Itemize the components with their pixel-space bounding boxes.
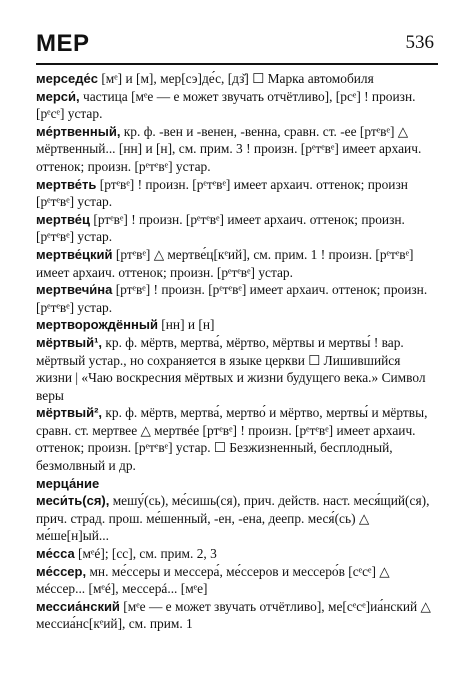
entry-text: [ртᵉвᵉ] ! произн. [рᵉтᵉвᵉ] имеет архаич. оттенок; произн. [рᵉтᵉвᵉ] устар.: [36, 211, 405, 245]
entry-text: [мᵉé]; [сс], см. прим. 2, 3: [74, 546, 217, 562]
entry-headword: мерседе́с: [36, 71, 98, 86]
header-rule: [36, 63, 438, 65]
entry-text: [мᵉ] и [м], мер[сэ]де́с, [дз̌] ☐ Марка автомобиля: [97, 71, 374, 86]
entry-text: [ртᵉвᵉ] ! произн. [рᵉтᵉвᵉ] имеет архаич. оттенок; произн. [рᵉтᵉвᵉ] устар.: [36, 282, 428, 315]
page-header: [36, 30, 434, 58]
entry-headword: мертвечи́на: [36, 282, 113, 298]
entry-mertvechina: [36, 281, 438, 316]
entry-headword: ме́сса: [36, 546, 75, 562]
entry-text: [нн] и [н]: [157, 317, 215, 333]
entry-text: [ртᵉвᵉ] ! произн. [рᵉтᵉвᵉ] имеет архаич. оттенок; произн [рᵉтᵉвᵉ] устар.: [36, 176, 408, 210]
entry-text: [ртᵉвᵉ] △ мертве́ц[кᵉий], см. прим. 1 ! произн. [рᵉтᵉвᵉ] имеет архаич. оттенок; произн. [рᵉтᵉвᵉ] устар.: [36, 246, 414, 280]
entry-mesit: [36, 492, 438, 545]
entry-mertvyi-1: [36, 334, 438, 404]
entry-text: мн. ме́ссеры и мессера́, ме́ссеров и мессеро́в [сᵉсᵉ] △ мéссер... [мᵉé], мессерá... [мᵉе]: [36, 563, 390, 597]
entry-text: мешу́(сь), ме́сишь(ся), прич. действ. наст. меся́щий(ся), прич. страд. прош. ме́шенный, -ен, -ена, деепр. меся́(сь) △ ме́ше[н]ый...: [36, 493, 430, 544]
entry-headword: ме́ртвенный,: [36, 123, 121, 139]
entry-text: частица [мᵉе — е может звучать отчётливо], [рсᵉ] ! произн. [рᵉсᵉ] устар.: [36, 88, 416, 122]
entry-headword: мертворождённый: [36, 317, 158, 333]
entry-mertvets: [36, 211, 438, 246]
entry-headword: мессиа́нский: [36, 598, 120, 614]
entry-mertsanie: [36, 475, 438, 493]
page-number: 536: [405, 32, 434, 53]
entry-mertvorozhdennyi: [36, 316, 438, 334]
entry-mertvet: [36, 176, 438, 211]
entry-headword: мертве́цкий: [36, 246, 113, 262]
entry-text: кр. ф. мёртв, мертва́, мёртво, мёртвы и мертвы́ ! вар. мёртвый устар., но сохраняется в языке церкви ☐ Лишившийся жизни | «Чаю воскресния мёртвых и жизни будущего века.» Символ веры: [36, 334, 426, 403]
entry-mertvyi-2: [36, 404, 438, 474]
entry-text: [мᵉе — е может звучать отчётливо], ме[сᵉсᵉ]иа́нский △ мессиа́нс[кᵉий], см. прим. 1: [36, 598, 431, 632]
entry-mertvetskii: [36, 246, 438, 281]
entry-headword: мертве́ть: [36, 176, 97, 192]
entry-headword: мёртвый¹,: [36, 334, 103, 350]
entry-headword: ме́ссер,: [36, 563, 87, 579]
entry-headword: мертве́ц: [36, 211, 91, 227]
entry-headword: меси́ть(ся),: [36, 493, 110, 509]
entry-mertvennyi: [36, 123, 438, 176]
entry-headword: мёртвый²,: [36, 405, 103, 421]
entries-column: [36, 70, 438, 633]
entry-headword: мерца́ние: [36, 475, 100, 491]
entry-messianskii: [36, 598, 438, 633]
entry-headword: мерси́,: [36, 88, 80, 104]
entry-merseedes: [36, 70, 438, 88]
running-head: МЕР: [36, 30, 90, 57]
entry-text: кр. ф. -вен и -венен, -венна, сравн. ст. -ее [ртᵉвᵉ] △ мёртвенный... [нн] и [н], см. прим. 3 ! произн. [рᵉтᵉвᵉ] имеет архаич. оттенок; произн. [рᵉтᵉвᵉ] устар.: [36, 123, 422, 174]
entry-mersi: [36, 88, 438, 123]
entry-text: кр. ф. мёртв, мертва́, мертво́ и мёртво, мертвы́ и мёртвы, сравн. ст. мертвее △ мертвéе [ртᵉвᵉ] ! произн. [рᵉтᵉвᵉ] имеет архаич. оттенок; произн. [рᵉтᵉвᵉ] устар. ☐ Безжизненный, бесплодный, безмолвный и др.: [36, 405, 428, 474]
entry-messa: [36, 545, 438, 563]
entry-messer: [36, 563, 438, 598]
